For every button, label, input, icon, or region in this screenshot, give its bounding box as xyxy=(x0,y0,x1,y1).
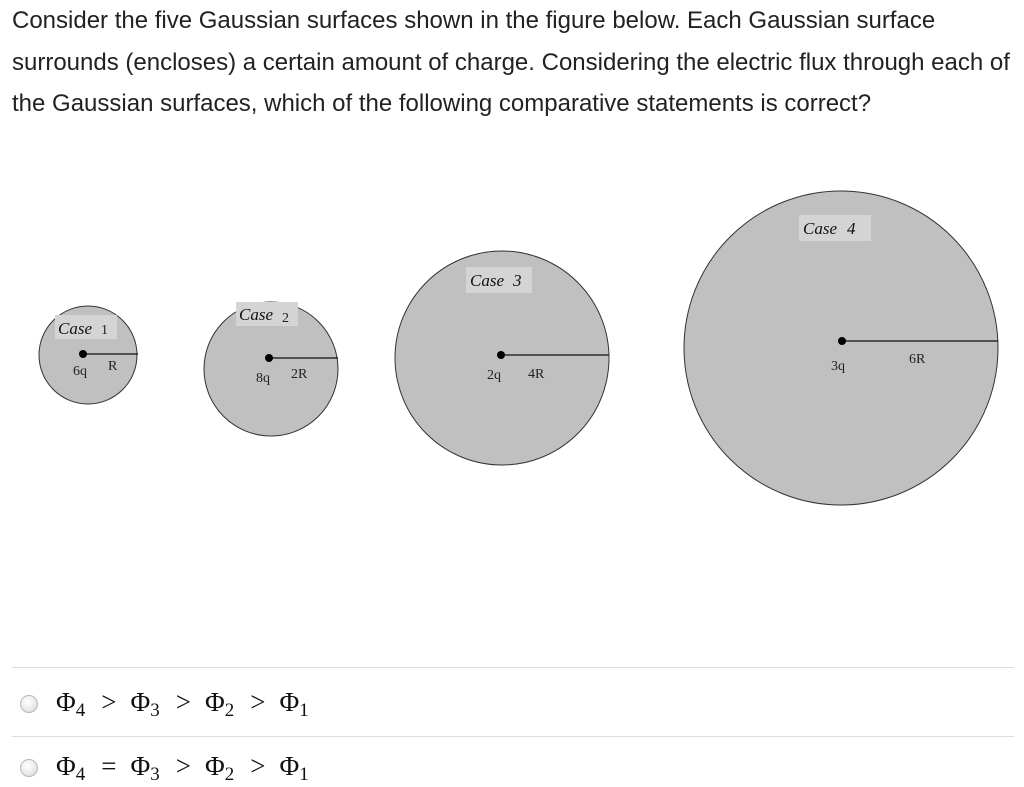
flux-term xyxy=(130,750,160,785)
flux-term xyxy=(56,686,86,721)
option-2-radio[interactable] xyxy=(20,759,38,777)
option-1-radio[interactable] xyxy=(20,695,38,713)
flux-subscript: 4 xyxy=(75,763,86,785)
case-2-surface xyxy=(204,302,338,436)
flux-term xyxy=(204,750,235,785)
operator: > xyxy=(175,750,191,781)
flux-subscript: 4 xyxy=(75,699,86,721)
option-divider-middle xyxy=(12,736,1014,737)
operator: > xyxy=(250,750,266,781)
case-2-charge-dot xyxy=(265,354,273,362)
case-4-radius: 6R xyxy=(909,352,926,367)
flux-subscript: 1 xyxy=(299,763,309,785)
flux-symbol: Φ xyxy=(56,750,76,781)
case-3-number: 3 xyxy=(513,271,522,290)
case-4-charge-dot xyxy=(838,337,846,345)
flux-symbol: Φ xyxy=(279,750,300,781)
flux-subscript: 2 xyxy=(224,699,235,721)
case-3-label: Case xyxy=(470,271,504,290)
operator: = xyxy=(101,750,117,781)
flux-term xyxy=(204,686,235,721)
case-3-surface xyxy=(395,251,609,465)
option-divider-top xyxy=(12,667,1014,668)
case-3-charge-dot xyxy=(497,351,505,359)
case-3-charge: 2q xyxy=(487,368,501,383)
case-1-radius: R xyxy=(108,359,118,374)
flux-term xyxy=(279,750,309,785)
gaussian-surfaces-figure xyxy=(0,180,1024,520)
case-2-number: 2 xyxy=(282,311,289,326)
case-1-number: 1 xyxy=(101,323,108,338)
flux-symbol: Φ xyxy=(130,686,151,717)
flux-symbol: Φ xyxy=(204,750,225,781)
case-1-label: Case xyxy=(58,319,92,338)
case-4-charge: 3q xyxy=(831,359,845,374)
answer-option-2[interactable] xyxy=(20,748,309,787)
case-4-label: Case xyxy=(803,219,837,238)
case-2-charge: 8q xyxy=(256,371,270,386)
operator: > xyxy=(250,686,266,717)
operator: > xyxy=(175,686,191,717)
flux-term xyxy=(279,686,309,721)
case-1-surface xyxy=(39,306,138,404)
operator: > xyxy=(101,686,117,717)
case-3-radius: 4R xyxy=(528,367,545,382)
flux-symbol: Φ xyxy=(130,750,151,781)
flux-symbol: Φ xyxy=(279,686,300,717)
flux-subscript: 2 xyxy=(224,763,235,785)
flux-term xyxy=(130,686,160,721)
case-4-number: 4 xyxy=(847,219,856,238)
flux-symbol: Φ xyxy=(56,686,76,717)
question-text: Consider the five Gaussian surfaces shown in the figure below. Each Gaussian surface surrounds (encloses) a certain amount of charge. Considering the electric flux through each of the Gaussian surfaces, which of the following comparative statements is correct? xyxy=(12,7,1010,117)
case-4-surface xyxy=(684,191,998,505)
flux-subscript: 3 xyxy=(150,763,160,785)
answer-option-1[interactable] xyxy=(20,684,309,724)
flux-subscript: 3 xyxy=(150,699,160,721)
flux-symbol: Φ xyxy=(204,686,225,717)
flux-subscript: 1 xyxy=(299,699,309,721)
case-1-charge: 6q xyxy=(73,364,87,379)
case-2-radius: 2R xyxy=(291,367,308,382)
flux-term xyxy=(56,750,86,785)
case-2-label: Case xyxy=(239,305,273,324)
option-1-expression xyxy=(56,687,309,722)
case-1-charge-dot xyxy=(79,350,87,358)
option-2-expression xyxy=(56,751,309,786)
